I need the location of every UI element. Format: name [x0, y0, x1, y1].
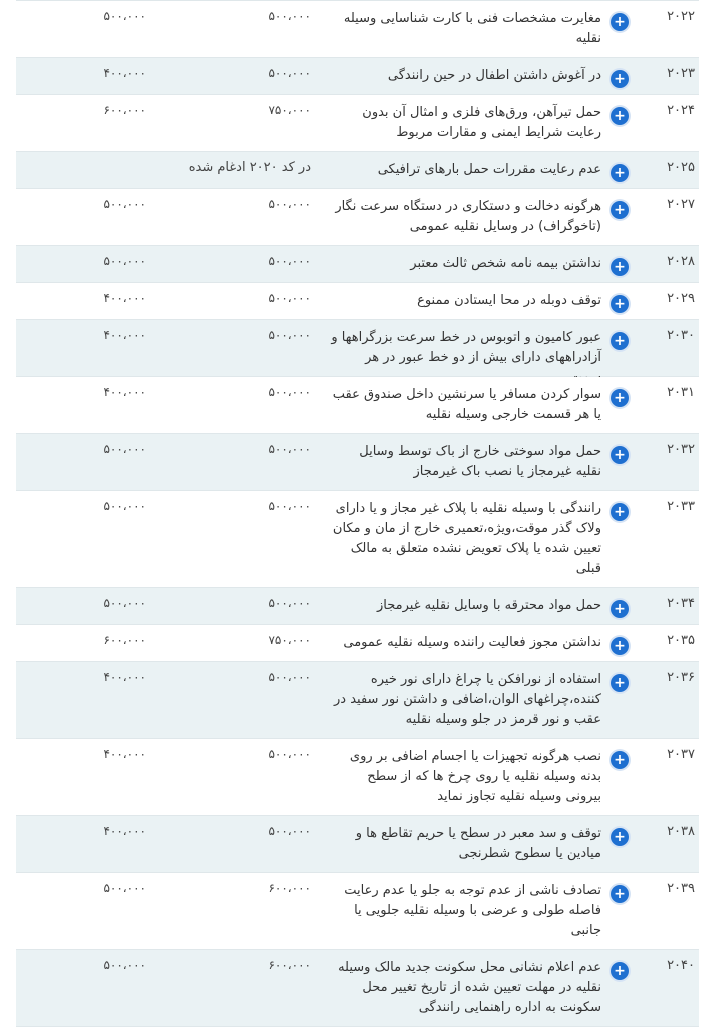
table-row — [16, 95, 699, 152]
violation-description: رانندگی با وسیله نقلیه با پلاک غیر مجاز و یا دارای ولاک گذر موقت،ویژه،تعمیری خارج از مان و مکان تعیین شده یا پلاک تعویض نشده متعلق به مالک قبلی — [332, 501, 601, 576]
fine-amount-secondary: ۶۰۰،۰۰۰ — [103, 633, 146, 647]
fine-amount-primary: ۶۰۰،۰۰۰ — [268, 958, 311, 972]
violation-description: عدم اعلام نشانی محل سکونت جدید مالک وسیله نقلیه در مهلت تعیین شده از تاریخ تغییر محل سکونت به اداره راهنمایی رانندگی — [338, 960, 601, 1015]
fine-amount-primary: ۵۰۰،۰۰۰ — [268, 824, 311, 838]
fines-table — [16, 0, 699, 1027]
fine-amount-primary: ۵۰۰،۰۰۰ — [268, 291, 311, 305]
fine-amount-secondary: ۵۰۰،۰۰۰ — [103, 9, 146, 23]
plus-circle-icon[interactable]: + — [611, 962, 629, 980]
table-row — [16, 950, 699, 1027]
violation-code: ۲۰۴۰ — [667, 958, 695, 973]
table-row — [16, 434, 699, 491]
violation-description: سوار کردن مسافر یا سرنشین داخل صندوق عقب یا هر قسمت خارجی وسیله نقلیه — [332, 387, 601, 422]
fine-amount-secondary: ۴۰۰،۰۰۰ — [103, 291, 146, 305]
violation-description: توقف و سد معبر در سطح یا حریم تقاطع ها و میادین یا سطوح شطرنجی — [355, 826, 601, 861]
violation-description: نداشتن بیمه نامه شخص ثالث معتبر — [410, 256, 601, 271]
table-row — [16, 739, 699, 816]
plus-circle-icon[interactable]: + — [611, 70, 629, 88]
fine-amount-primary: ۵۰۰،۰۰۰ — [268, 385, 311, 399]
violation-description: هرگونه دخالت و دستکاری در دستگاه سرعت نگار (تاخوگراف) در وسایل نقلیه عمومی — [335, 199, 601, 234]
plus-circle-icon[interactable]: + — [611, 637, 629, 655]
violation-code: ۲۰۳۷ — [667, 747, 695, 762]
violation-description: حمل مواد سوختی خارج از باک توسط وسایل نقلیه غیرمجاز یا نصب باک غیرمجاز — [359, 444, 601, 479]
violation-code: ۲۰۲۴ — [667, 103, 695, 118]
violation-code: ۲۰۳۲ — [667, 442, 695, 457]
table-row — [16, 1, 699, 58]
plus-circle-icon[interactable]: + — [611, 389, 629, 407]
fine-amount-secondary: ۵۰۰،۰۰۰ — [103, 881, 146, 895]
fine-amount-secondary: ۴۰۰،۰۰۰ — [103, 747, 146, 761]
fine-amount-secondary: ۴۰۰،۰۰۰ — [103, 328, 146, 342]
violation-code: ۲۰۳۴ — [667, 596, 695, 611]
fine-amount-secondary: ۴۰۰،۰۰۰ — [103, 824, 146, 838]
table-row — [16, 152, 699, 189]
violation-description: حمل تیرآهن، ورق‌های فلزی و امثال آن بدون رعایت شرایط ایمنی و مقارات مربوط — [362, 105, 601, 140]
table-row — [16, 320, 699, 377]
plus-circle-icon[interactable]: + — [611, 107, 629, 125]
violation-description: تصادف ناشی از عدم توجه به جلو یا عدم رعایت فاصله طولی و عرضی با وسیله نقلیه جلویی یا جانبی — [344, 883, 601, 938]
violation-code: ۲۰۲۹ — [667, 291, 695, 306]
fine-amount-primary: ۵۰۰،۰۰۰ — [268, 670, 311, 684]
violation-description: عدم رعایت مقررات حمل بارهای ترافیکی — [377, 162, 601, 177]
table-row — [16, 491, 699, 588]
fine-amount-secondary: ۵۰۰،۰۰۰ — [103, 197, 146, 211]
fine-amount-secondary: ۵۰۰،۰۰۰ — [103, 596, 146, 610]
plus-circle-icon[interactable]: + — [611, 258, 629, 276]
fine-amount-primary: ۵۰۰،۰۰۰ — [268, 747, 311, 761]
fine-amount-primary: ۵۰۰،۰۰۰ — [268, 66, 311, 80]
fine-amount-primary: ۷۵۰،۰۰۰ — [268, 103, 311, 117]
violation-code: ۲۰۲۲ — [667, 9, 695, 24]
violation-code: ۲۰۲۷ — [667, 197, 695, 212]
violation-code: ۲۰۲۵ — [667, 160, 695, 175]
fine-amount-primary: ۵۰۰،۰۰۰ — [268, 328, 311, 342]
plus-circle-icon[interactable]: + — [611, 828, 629, 846]
fine-amount-secondary: ۵۰۰،۰۰۰ — [103, 254, 146, 268]
table-row — [16, 662, 699, 739]
fine-amount-secondary: ۴۰۰،۰۰۰ — [103, 385, 146, 399]
table-row — [16, 873, 699, 950]
violation-description: توقف دوبله در محا ایستادن ممنوع — [417, 293, 601, 308]
table-row — [16, 246, 699, 283]
violation-description: در آغوش داشتن اطفال در حین رانندگی — [387, 68, 601, 83]
violation-description: استفاده از نورافکن یا چراغ دارای نور خیره کننده،چراغهای الوان،اضافی و داشتن نور سفید در عقب و نور قرمز در جلو وسیله نقلیه — [334, 672, 601, 727]
fine-amount-primary: ۵۰۰،۰۰۰ — [268, 197, 311, 211]
plus-circle-icon[interactable]: + — [611, 332, 629, 350]
plus-circle-icon[interactable]: + — [611, 600, 629, 618]
fine-amount-primary: ۷۵۰،۰۰۰ — [268, 633, 311, 647]
table-row — [16, 625, 699, 662]
table-row — [16, 816, 699, 873]
violation-description: عبور کامیون و اتوبوس در خط سرعت بزرگراهها و آزادراههای دارای بیش از دو خط عبور در هر — [331, 330, 601, 365]
violation-description: نصب هرگونه تجهیزات یا اجسام اضافی بر روی بدنه وسیله نقلیه یا روی چرخ ها که از سطح بیرونی وسیله نقلیه تجاوز نماید — [349, 749, 601, 804]
plus-circle-icon[interactable]: + — [611, 295, 629, 313]
table-row — [16, 58, 699, 95]
violation-code: ۲۰۲۳ — [667, 66, 695, 81]
table-row — [16, 377, 699, 434]
fine-amount-secondary: ۴۰۰،۰۰۰ — [103, 670, 146, 684]
table-row — [16, 588, 699, 625]
violation-description: حمل مواد محترقه با وسایل نقلیه غیرمجاز — [377, 598, 601, 613]
violation-description: مغایرت مشخصات فنی با کارت شناسایی وسیله نقلیه — [343, 11, 601, 46]
table-row — [16, 189, 699, 246]
plus-circle-icon[interactable]: + — [611, 13, 629, 31]
violation-code: ۲۰۳۱ — [667, 385, 695, 400]
fine-amount-primary: ۵۰۰،۰۰۰ — [268, 596, 311, 610]
fine-amount-secondary: ۶۰۰،۰۰۰ — [103, 103, 146, 117]
fine-amount-primary: ۵۰۰،۰۰۰ — [268, 442, 311, 456]
table-row — [16, 283, 699, 320]
plus-circle-icon[interactable]: + — [611, 885, 629, 903]
violation-code: ۲۰۳۵ — [667, 633, 695, 648]
plus-circle-icon[interactable]: + — [611, 674, 629, 692]
fine-amount-secondary: ۵۰۰،۰۰۰ — [103, 958, 146, 972]
fine-amount-primary: ۶۰۰،۰۰۰ — [268, 881, 311, 895]
fine-amount-secondary: ۴۰۰،۰۰۰ — [103, 66, 146, 80]
fine-amount-primary: ۵۰۰،۰۰۰ — [268, 9, 311, 23]
violation-code: ۲۰۳۳ — [667, 499, 695, 514]
plus-circle-icon[interactable]: + — [611, 503, 629, 521]
violation-code: ۲۰۳۸ — [667, 824, 695, 839]
fine-amount-primary: ۵۰۰،۰۰۰ — [268, 254, 311, 268]
violation-code: ۲۰۳۰ — [667, 328, 695, 343]
plus-circle-icon[interactable]: + — [611, 751, 629, 769]
plus-circle-icon[interactable]: + — [611, 164, 629, 182]
merged-note: در کد ۲۰۲۰ ادغام شده — [188, 160, 311, 175]
fine-amount-secondary: ۵۰۰،۰۰۰ — [103, 499, 146, 513]
violation-code: ۲۰۳۶ — [667, 670, 695, 685]
plus-circle-icon[interactable]: + — [611, 201, 629, 219]
plus-circle-icon[interactable]: + — [611, 446, 629, 464]
violation-code: ۲۰۳۹ — [667, 881, 695, 896]
fine-amount-primary: ۵۰۰،۰۰۰ — [268, 499, 311, 513]
violation-code: ۲۰۲۸ — [667, 254, 695, 269]
violation-description: نداشتن مجوز فعالیت راننده وسیله نقلیه عمومی — [343, 635, 601, 650]
fine-amount-secondary: ۵۰۰،۰۰۰ — [103, 442, 146, 456]
